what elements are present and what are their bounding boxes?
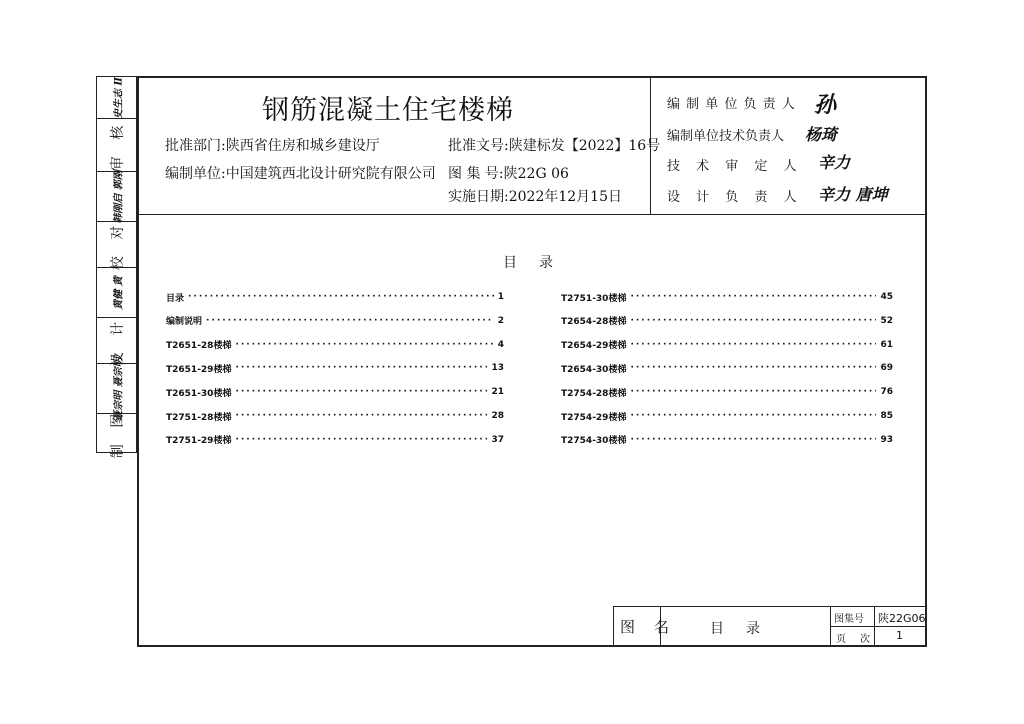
title-block-page-label: 页 次 xyxy=(836,634,872,645)
compiler-label: 编制单位: xyxy=(165,166,226,182)
responsible-signature: 辛力 xyxy=(818,153,851,172)
toc-entry-page: 85 xyxy=(880,411,893,421)
signoff-cell xyxy=(97,119,136,172)
toc-entry-page: 45 xyxy=(880,292,893,302)
toc-entry[interactable] xyxy=(166,337,504,353)
toc-entry[interactable] xyxy=(166,289,504,305)
toc-entry-page: 13 xyxy=(491,363,504,374)
signoff-cell xyxy=(97,356,136,421)
responsible-signature: 孙 xyxy=(814,92,837,118)
toc-leader-dots xyxy=(630,292,876,302)
compiler xyxy=(165,163,436,183)
approval-dept xyxy=(165,135,380,155)
toc-entry-name: T2751-28楼梯 xyxy=(166,412,232,423)
toc-entry-page: 4 xyxy=(497,339,504,350)
toc-leader-dots xyxy=(235,387,487,397)
approval-doc-value: 陕建标发【2022】16号 xyxy=(508,138,661,154)
document-title: 钢筋混凝土住宅楼梯 xyxy=(262,95,514,126)
toc-entry-name: T2651-30楼梯 xyxy=(166,388,232,399)
toc-leader-dots xyxy=(235,340,493,350)
toc-leader-dots xyxy=(630,316,876,326)
toc-entry[interactable] xyxy=(561,337,893,353)
signoff-signature: 史生志 Ⅱ xyxy=(113,76,124,119)
responsible-role: 技 术 审 定 人 xyxy=(667,159,803,174)
toc-leader-dots xyxy=(630,340,876,350)
signoff-cell xyxy=(97,407,136,459)
signoff-cell xyxy=(97,219,136,270)
responsible-role: 编 制 单 位 负 责 人 xyxy=(667,97,796,112)
title-block-atlas-value: 陕22G06 xyxy=(878,612,926,625)
toc-entry-page: 2 xyxy=(497,315,504,326)
toc-entry-name: 编制说明 xyxy=(166,317,203,328)
atlas-number xyxy=(448,163,569,183)
title-block-name-label: 图 名 xyxy=(620,618,672,636)
toc-entry-name: T2654-29楼梯 xyxy=(561,341,627,352)
toc-entry-name: T2751-29楼梯 xyxy=(166,436,232,447)
responsible-role: 设 计 负 责 人 xyxy=(667,190,803,205)
title-block-page-value: 1 xyxy=(896,629,903,642)
title-block xyxy=(613,606,927,647)
signoff-label-draw: 制 图 xyxy=(109,407,126,459)
approval-dept-label: 批准部门: xyxy=(165,138,226,154)
toc-entry[interactable] xyxy=(166,384,504,400)
signoff-signature: 黄健 黄 xyxy=(113,275,124,310)
toc-leader-dots xyxy=(188,292,494,302)
implementation-date xyxy=(448,186,622,206)
signoff-label-check: 校 对 xyxy=(109,219,126,270)
atlas-number-value: 陕22G 06 xyxy=(503,166,569,182)
toc-entry[interactable] xyxy=(561,384,893,400)
signoff-signature: 聂宗明 聂宗明 xyxy=(113,356,124,421)
signoff-strip xyxy=(96,76,137,459)
signoff-cell xyxy=(97,169,136,224)
toc-entry-name: T2751-30楼梯 xyxy=(561,293,627,304)
signoff-label-review: 审 核 xyxy=(109,119,126,171)
title-block-name-value: 目 录 xyxy=(710,621,764,637)
toc-leader-dots xyxy=(235,435,487,445)
approval-doc-label: 批准文号: xyxy=(448,138,509,154)
implementation-date-value: 2022年12月15日 xyxy=(508,189,622,205)
toc-entry[interactable] xyxy=(166,432,504,448)
toc-leader-dots xyxy=(206,316,494,326)
toc-entry[interactable] xyxy=(561,360,893,376)
toc-entry-name: T2754-29楼梯 xyxy=(561,412,627,423)
atlas-number-label: 图 集 号: xyxy=(448,166,504,182)
toc-heading: 目 录 xyxy=(503,255,557,271)
toc-leader-dots xyxy=(630,435,876,445)
responsible-role: 编制单位技术负责人 xyxy=(667,129,785,144)
signoff-cell xyxy=(97,77,136,119)
toc-entry[interactable] xyxy=(166,408,504,424)
toc-entry-name: T2651-28楼梯 xyxy=(166,341,232,352)
toc-entry-page: 52 xyxy=(880,315,893,326)
header-divider xyxy=(137,214,927,215)
toc-entry-page: 61 xyxy=(880,339,893,350)
signoff-signature: 韩刚启 郭刚 xyxy=(113,169,124,224)
signoff-cell xyxy=(97,268,136,318)
toc-entry[interactable] xyxy=(561,313,893,329)
toc-entry-name: T2754-28楼梯 xyxy=(561,388,627,399)
signoff-label-design: 设 计 xyxy=(109,315,126,366)
toc-entry-page: 37 xyxy=(491,434,504,445)
toc-entry-page: 1 xyxy=(497,292,504,302)
toc-entry[interactable] xyxy=(561,432,893,448)
toc-entry[interactable] xyxy=(561,408,893,424)
approval-dept-value: 陕西省住房和城乡建设厅 xyxy=(225,138,380,154)
toc-entry-name: T2654-28楼梯 xyxy=(561,317,627,328)
toc-leader-dots xyxy=(235,411,487,421)
toc-entry-page: 93 xyxy=(880,434,893,445)
toc-entry-page: 28 xyxy=(491,411,504,421)
responsible-signature: 辛力 唐坤 xyxy=(818,185,888,204)
toc-entry-page: 21 xyxy=(491,387,504,398)
compiler-value: 中国建筑西北设计研究院有限公司 xyxy=(225,166,436,182)
toc-leader-dots xyxy=(630,363,876,373)
toc-entry-name: T2754-30楼梯 xyxy=(561,436,627,447)
toc-entry-name: T2654-30楼梯 xyxy=(561,364,627,375)
responsible-signature: 杨琦 xyxy=(805,125,838,144)
toc-entry-name: 目录 xyxy=(166,293,185,304)
toc-entry[interactable] xyxy=(166,313,504,329)
toc-entry[interactable] xyxy=(561,289,893,305)
toc-leader-dots xyxy=(235,363,487,373)
toc-entry[interactable] xyxy=(166,360,504,376)
toc-leader-dots xyxy=(630,411,876,421)
implementation-date-label: 实施日期: xyxy=(448,189,509,205)
approval-doc xyxy=(448,135,660,155)
toc-entry-name: T2651-29楼梯 xyxy=(166,364,232,375)
title-block-atlas-label: 图集号 xyxy=(834,614,864,625)
toc-entry-page: 69 xyxy=(880,363,893,374)
toc-leader-dots xyxy=(630,387,876,397)
toc-entry-page: 76 xyxy=(880,387,893,398)
